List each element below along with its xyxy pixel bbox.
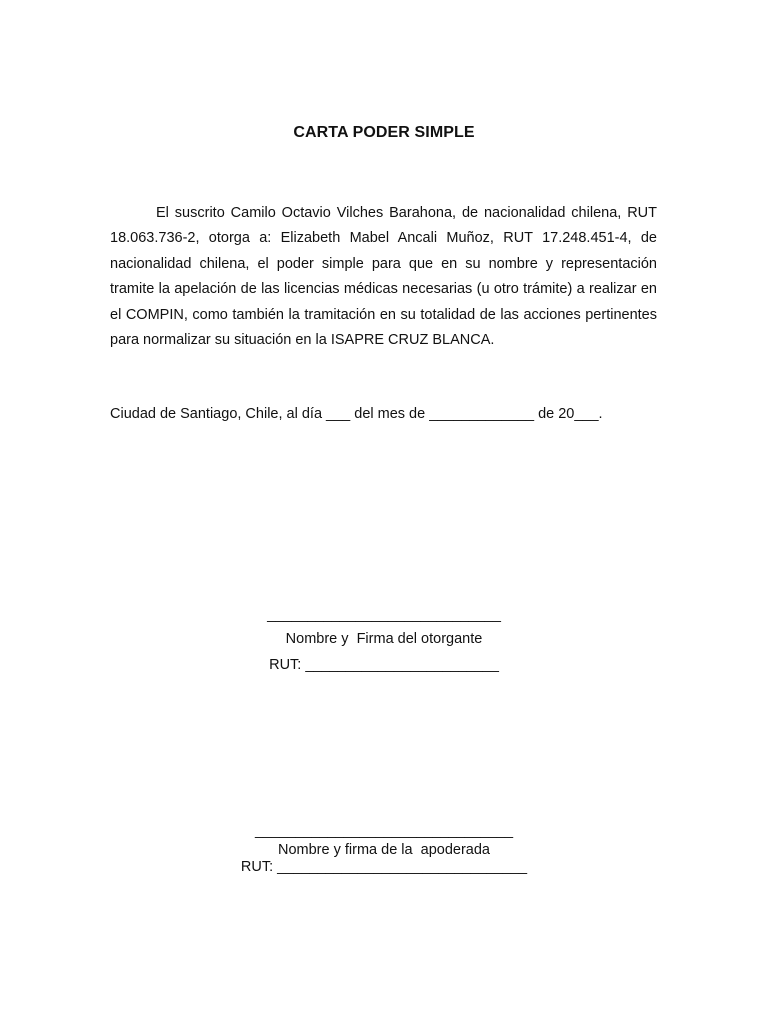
- date-line: Ciudad de Santiago, Chile, al día ___ del mes de _____________ de 20___.: [110, 406, 603, 422]
- apoderada-signature-line: ________________________________: [254, 823, 514, 839]
- otorgante-signature-line: _____________________________: [267, 607, 501, 623]
- power-of-attorney-paragraph: El suscrito Camilo Octavio Vilches Barahona, de nacionalidad chilena, RUT 18.063.736-2, otorga a: Elizabeth Mabel Ancali Muñoz, RUT 17.248.451-4, de nacionalidad chilena, el poder simple para que en su nombre y representación tramite la apelación de las licencias médicas necesarias (u otro trámite) a realizar en el COMPIN, como también la tramitación en su totalidad de las acciones pertinentes para normalizar su situación en la ISAPRE CRUZ BLANCA.: [110, 205, 657, 349]
- otorgante-signature-label: Nombre y Firma del otorgante: [285, 631, 483, 647]
- otorgante-rut-line: RUT: ________________________: [269, 657, 499, 673]
- document-title: CARTA PODER SIMPLE: [293, 124, 475, 141]
- apoderada-rut-line: RUT: _______________________________: [240, 859, 528, 875]
- apoderada-signature-label: Nombre y firma de la apoderada: [278, 842, 490, 858]
